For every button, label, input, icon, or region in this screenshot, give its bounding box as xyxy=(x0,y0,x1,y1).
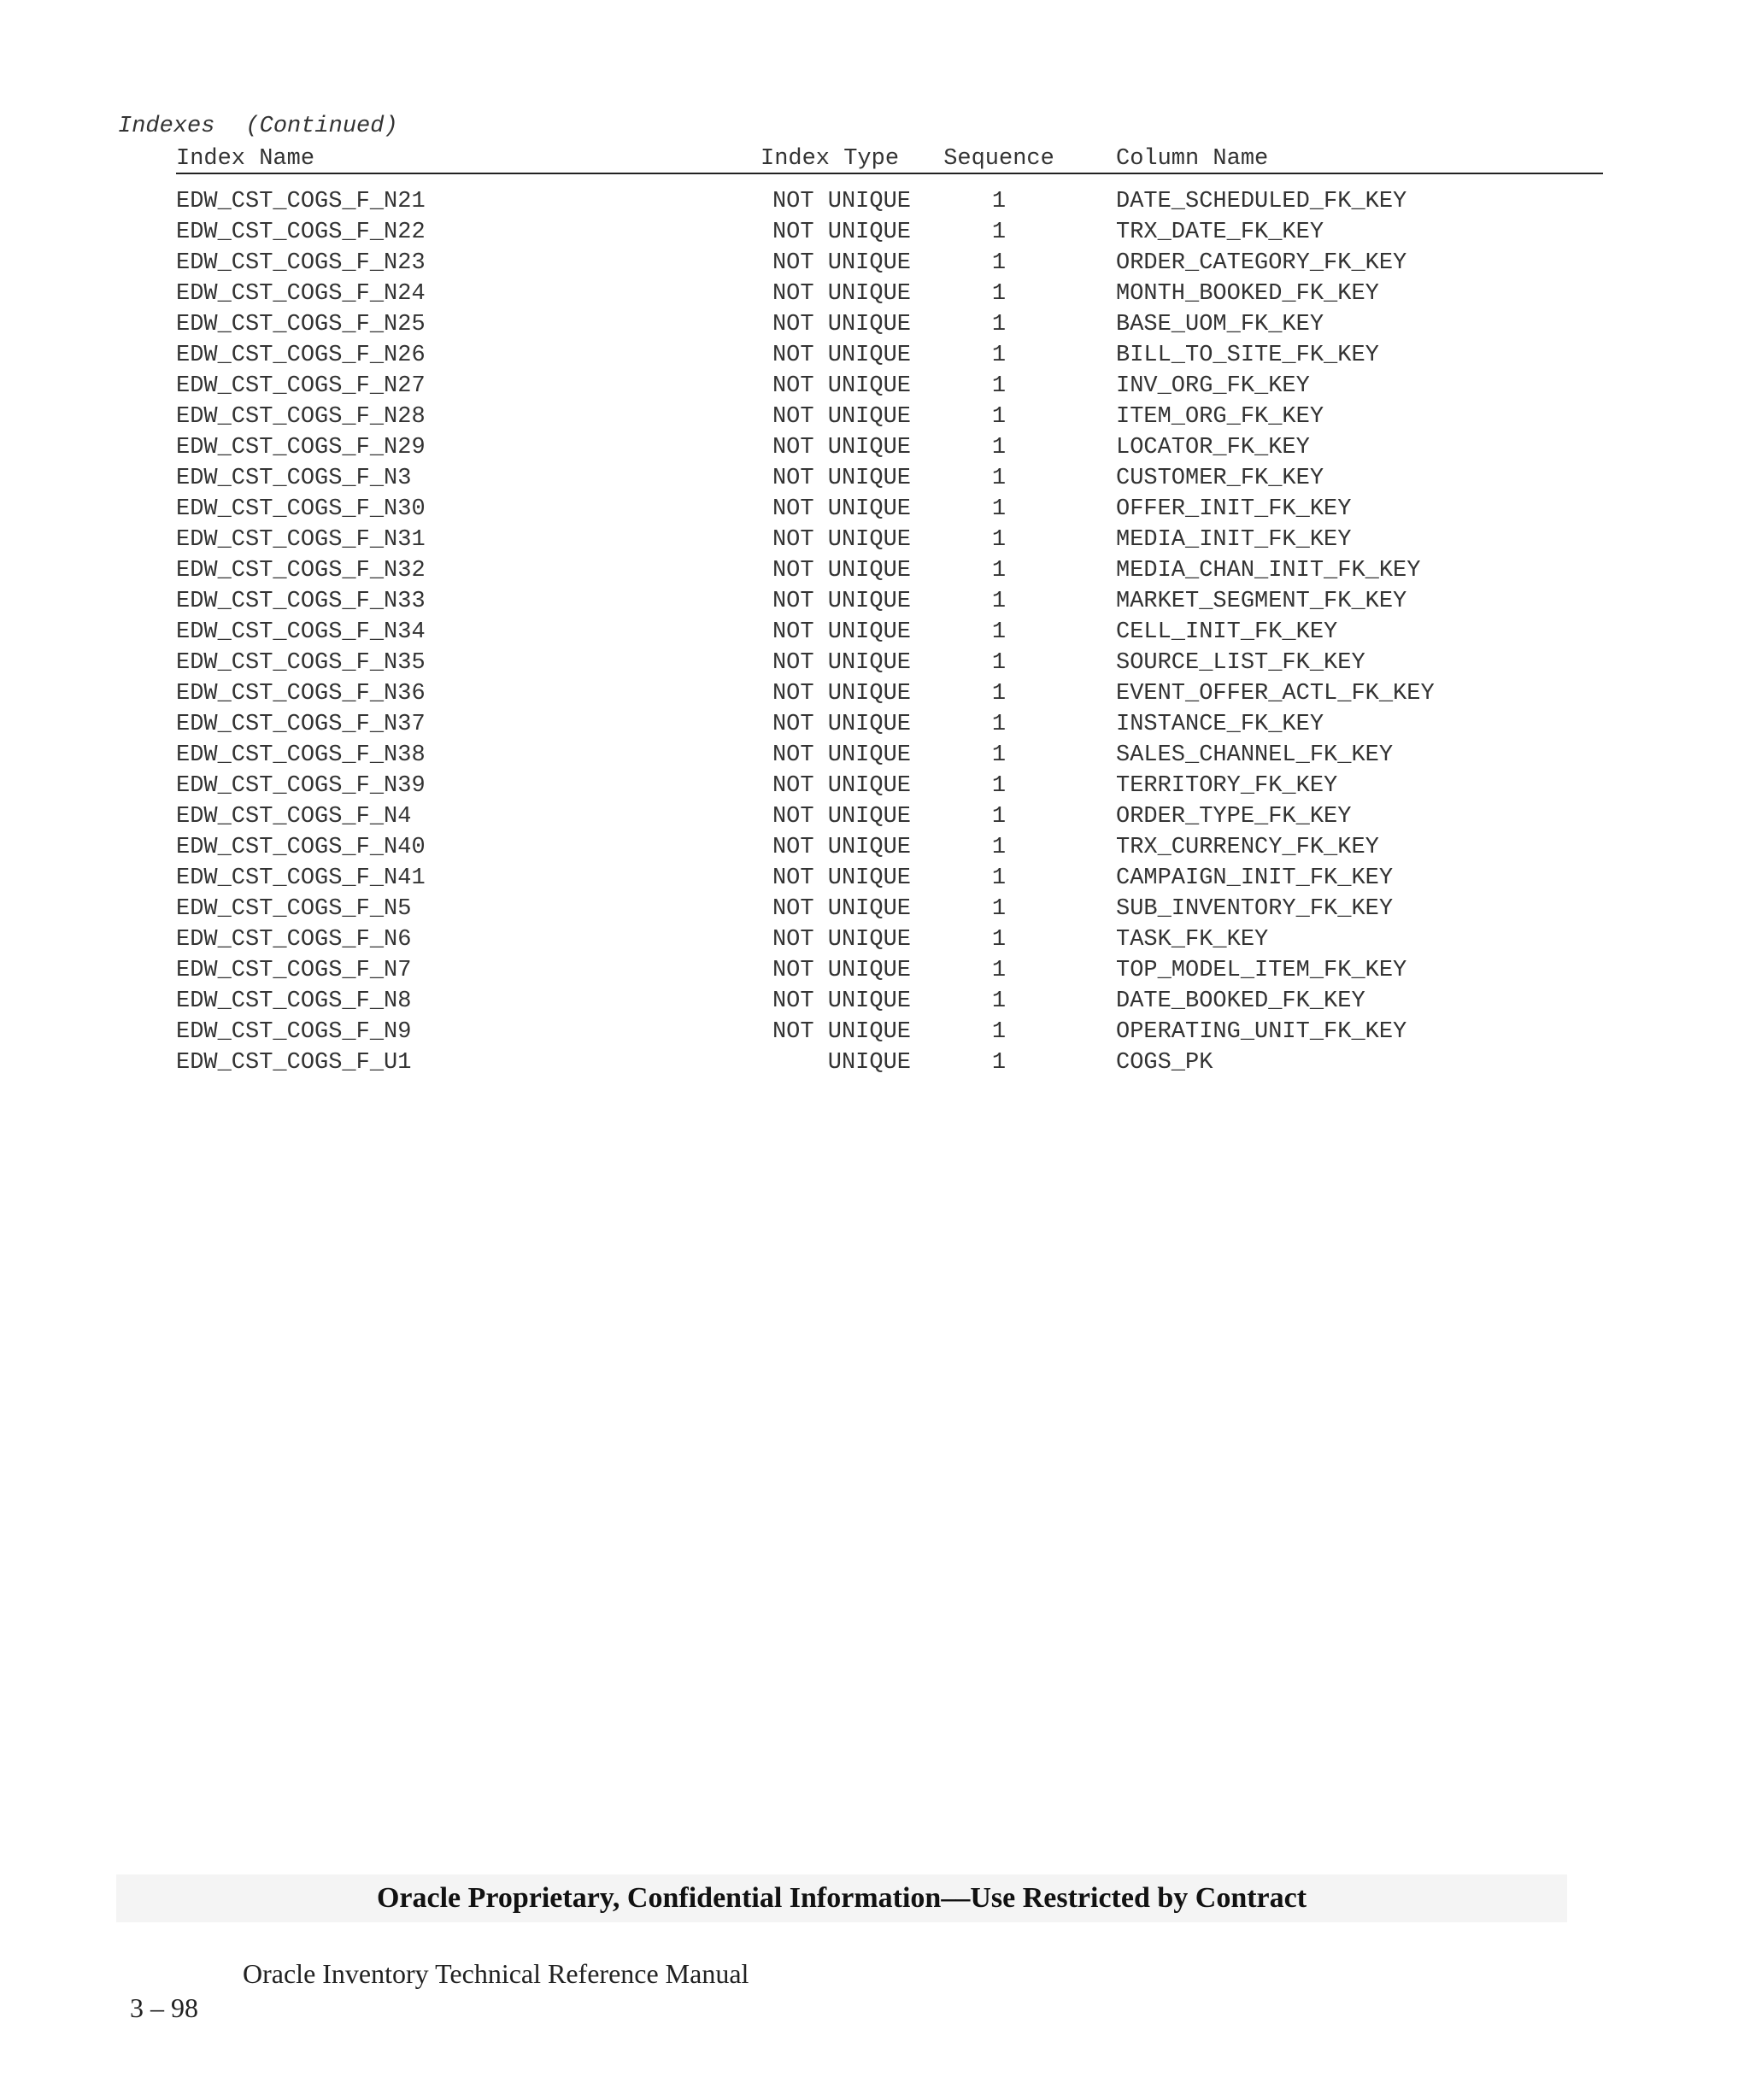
index-name-cell: EDW_CST_COGS_F_N8 xyxy=(176,988,412,1014)
sequence-cell: 1 xyxy=(991,189,1007,214)
index-name-cell: EDW_CST_COGS_F_N40 xyxy=(176,835,426,860)
index-type-cell: NOT UNIQUE xyxy=(772,312,911,337)
sequence-cell: 1 xyxy=(991,435,1007,460)
column-name-cell: MARKET_SEGMENT_FK_KEY xyxy=(1116,589,1407,614)
sequence-cell: 1 xyxy=(991,404,1007,430)
column-name-cell: SUB_INVENTORY_FK_KEY xyxy=(1116,896,1394,922)
index-name-cell: EDW_CST_COGS_F_N30 xyxy=(176,496,426,522)
manual-title: Oracle Inventory Technical Reference Manual xyxy=(243,1958,749,1989)
index-type-cell: NOT UNIQUE xyxy=(772,1019,911,1045)
index-name-cell: EDW_CST_COGS_F_N28 xyxy=(176,404,426,430)
column-name-cell: TASK_FK_KEY xyxy=(1116,927,1269,953)
table-row xyxy=(176,555,1603,586)
section-heading xyxy=(118,113,398,140)
index-type-cell: NOT UNIQUE xyxy=(772,373,911,399)
column-name-cell: MEDIA_CHAN_INIT_FK_KEY xyxy=(1116,558,1421,584)
continued-label: (Continued) xyxy=(245,114,398,139)
table-row xyxy=(176,279,1603,309)
sequence-cell: 1 xyxy=(991,712,1007,737)
column-name-cell: OFFER_INIT_FK_KEY xyxy=(1116,496,1352,522)
column-name-cell: CELL_INIT_FK_KEY xyxy=(1116,619,1338,645)
table-row xyxy=(176,863,1603,894)
sequence-cell: 1 xyxy=(991,281,1007,307)
header-index-type: Index Type xyxy=(760,146,900,172)
sequence-cell: 1 xyxy=(991,988,1007,1014)
index-name-cell: EDW_CST_COGS_F_N31 xyxy=(176,527,426,553)
index-name-cell: EDW_CST_COGS_F_N32 xyxy=(176,558,426,584)
table-row xyxy=(176,801,1603,832)
sequence-cell: 1 xyxy=(991,681,1007,707)
index-type-cell: NOT UNIQUE xyxy=(772,712,911,737)
index-type-cell: NOT UNIQUE xyxy=(772,896,911,922)
section-title: Indexes xyxy=(118,114,215,139)
index-type-cell: NOT UNIQUE xyxy=(772,250,911,276)
sequence-cell: 1 xyxy=(991,896,1007,922)
sequence-cell: 1 xyxy=(991,958,1007,983)
index-name-cell: EDW_CST_COGS_F_N22 xyxy=(176,220,426,245)
table-row xyxy=(176,309,1603,340)
index-name-cell: EDW_CST_COGS_F_N27 xyxy=(176,373,426,399)
sequence-cell: 1 xyxy=(991,1050,1007,1076)
index-type-cell: UNIQUE xyxy=(827,1050,911,1076)
sequence-cell: 1 xyxy=(991,650,1007,676)
column-name-cell: SALES_CHANNEL_FK_KEY xyxy=(1116,742,1394,768)
index-name-cell: EDW_CST_COGS_F_N35 xyxy=(176,650,426,676)
page-number: 3 – 98 xyxy=(130,1992,198,2023)
table-row xyxy=(176,432,1603,463)
index-type-cell: NOT UNIQUE xyxy=(772,681,911,707)
column-name-cell: SOURCE_LIST_FK_KEY xyxy=(1116,650,1365,676)
index-type-cell: NOT UNIQUE xyxy=(772,773,911,799)
sequence-cell: 1 xyxy=(991,835,1007,860)
index-type-cell: NOT UNIQUE xyxy=(772,835,911,860)
column-name-cell: CUSTOMER_FK_KEY xyxy=(1116,466,1324,491)
column-name-cell: TRX_CURRENCY_FK_KEY xyxy=(1116,835,1379,860)
table-row xyxy=(176,986,1603,1017)
index-type-cell: NOT UNIQUE xyxy=(772,435,911,460)
index-name-cell: EDW_CST_COGS_F_N23 xyxy=(176,250,426,276)
sequence-cell: 1 xyxy=(991,927,1007,953)
table-row xyxy=(176,186,1603,217)
column-name-cell: DATE_BOOKED_FK_KEY xyxy=(1116,988,1365,1014)
table-row xyxy=(176,402,1603,432)
table-header xyxy=(176,145,1603,174)
index-type-cell: NOT UNIQUE xyxy=(772,189,911,214)
index-name-cell: EDW_CST_COGS_F_N41 xyxy=(176,865,426,891)
sequence-cell: 1 xyxy=(991,589,1007,614)
sequence-cell: 1 xyxy=(991,466,1007,491)
sequence-cell: 1 xyxy=(991,804,1007,830)
table-row xyxy=(176,494,1603,525)
index-name-cell: EDW_CST_COGS_F_N21 xyxy=(176,189,426,214)
index-name-cell: EDW_CST_COGS_F_N4 xyxy=(176,804,412,830)
column-name-cell: COGS_PK xyxy=(1116,1050,1213,1076)
sequence-cell: 1 xyxy=(991,220,1007,245)
table-row xyxy=(176,217,1603,248)
column-name-cell: BASE_UOM_FK_KEY xyxy=(1116,312,1324,337)
index-name-cell: EDW_CST_COGS_F_N36 xyxy=(176,681,426,707)
index-name-cell: EDW_CST_COGS_F_N24 xyxy=(176,281,426,307)
table-row xyxy=(176,955,1603,986)
table-row xyxy=(176,586,1603,617)
index-type-cell: NOT UNIQUE xyxy=(772,527,911,553)
table-body xyxy=(176,186,1603,1078)
column-name-cell: DATE_SCHEDULED_FK_KEY xyxy=(1116,189,1407,214)
table-row xyxy=(176,1047,1603,1078)
index-name-cell: EDW_CST_COGS_F_N25 xyxy=(176,312,426,337)
index-type-cell: NOT UNIQUE xyxy=(772,988,911,1014)
column-name-cell: TERRITORY_FK_KEY xyxy=(1116,773,1338,799)
index-type-cell: NOT UNIQUE xyxy=(772,742,911,768)
table-row xyxy=(176,1017,1603,1047)
sequence-cell: 1 xyxy=(991,619,1007,645)
index-name-cell: EDW_CST_COGS_F_N26 xyxy=(176,343,426,368)
index-type-cell: NOT UNIQUE xyxy=(772,220,911,245)
column-name-cell: BILL_TO_SITE_FK_KEY xyxy=(1116,343,1379,368)
sequence-cell: 1 xyxy=(991,865,1007,891)
sequence-cell: 1 xyxy=(991,1019,1007,1045)
sequence-cell: 1 xyxy=(991,527,1007,553)
column-name-cell: MONTH_BOOKED_FK_KEY xyxy=(1116,281,1379,307)
sequence-cell: 1 xyxy=(991,343,1007,368)
index-type-cell: NOT UNIQUE xyxy=(772,589,911,614)
column-name-cell: ORDER_CATEGORY_FK_KEY xyxy=(1116,250,1407,276)
index-name-cell: EDW_CST_COGS_F_N9 xyxy=(176,1019,412,1045)
index-name-cell: EDW_CST_COGS_F_U1 xyxy=(176,1050,412,1076)
index-type-cell: NOT UNIQUE xyxy=(772,404,911,430)
column-name-cell: EVENT_OFFER_ACTL_FK_KEY xyxy=(1116,681,1435,707)
table-row xyxy=(176,740,1603,771)
index-type-cell: NOT UNIQUE xyxy=(772,558,911,584)
index-name-cell: EDW_CST_COGS_F_N38 xyxy=(176,742,426,768)
table-row xyxy=(176,463,1603,494)
index-name-cell: EDW_CST_COGS_F_N29 xyxy=(176,435,426,460)
column-name-cell: MEDIA_INIT_FK_KEY xyxy=(1116,527,1352,553)
index-name-cell: EDW_CST_COGS_F_N5 xyxy=(176,896,412,922)
column-name-cell: ITEM_ORG_FK_KEY xyxy=(1116,404,1324,430)
sequence-cell: 1 xyxy=(991,373,1007,399)
index-type-cell: NOT UNIQUE xyxy=(772,496,911,522)
sequence-cell: 1 xyxy=(991,250,1007,276)
column-name-cell: INV_ORG_FK_KEY xyxy=(1116,373,1310,399)
table-row xyxy=(176,678,1603,709)
index-type-cell: NOT UNIQUE xyxy=(772,804,911,830)
table-row xyxy=(176,832,1603,863)
column-name-cell: ORDER_TYPE_FK_KEY xyxy=(1116,804,1352,830)
index-type-cell: NOT UNIQUE xyxy=(772,466,911,491)
confidential-banner xyxy=(116,1874,1567,1922)
index-name-cell: EDW_CST_COGS_F_N33 xyxy=(176,589,426,614)
header-sequence: Sequence xyxy=(943,146,1054,172)
index-name-cell: EDW_CST_COGS_F_N37 xyxy=(176,712,426,737)
table-row xyxy=(176,709,1603,740)
table-row xyxy=(176,525,1603,555)
index-name-cell: EDW_CST_COGS_F_N3 xyxy=(176,466,412,491)
index-type-cell: NOT UNIQUE xyxy=(772,281,911,307)
page-footer xyxy=(116,1956,749,2059)
index-name-cell: EDW_CST_COGS_F_N6 xyxy=(176,927,412,953)
sequence-cell: 1 xyxy=(991,558,1007,584)
sequence-cell: 1 xyxy=(991,496,1007,522)
table-row xyxy=(176,340,1603,371)
index-type-cell: NOT UNIQUE xyxy=(772,927,911,953)
table-row xyxy=(176,894,1603,924)
sequence-cell: 1 xyxy=(991,773,1007,799)
table-row xyxy=(176,648,1603,678)
index-type-cell: NOT UNIQUE xyxy=(772,958,911,983)
column-name-cell: LOCATOR_FK_KEY xyxy=(1116,435,1310,460)
table-row xyxy=(176,617,1603,648)
table-row xyxy=(176,248,1603,279)
column-name-cell: INSTANCE_FK_KEY xyxy=(1116,712,1324,737)
column-name-cell: OPERATING_UNIT_FK_KEY xyxy=(1116,1019,1407,1045)
confidential-notice: Oracle Proprietary, Confidential Information––Use Restricted by Contract xyxy=(376,1882,1307,1914)
table-row xyxy=(176,371,1603,402)
header-column-name: Column Name xyxy=(1116,146,1269,172)
column-name-cell: TOP_MODEL_ITEM_FK_KEY xyxy=(1116,958,1407,983)
index-name-cell: EDW_CST_COGS_F_N39 xyxy=(176,773,426,799)
index-type-cell: NOT UNIQUE xyxy=(772,650,911,676)
index-type-cell: NOT UNIQUE xyxy=(772,343,911,368)
index-name-cell: EDW_CST_COGS_F_N7 xyxy=(176,958,412,983)
column-name-cell: CAMPAIGN_INIT_FK_KEY xyxy=(1116,865,1394,891)
table-row xyxy=(176,771,1603,801)
table-row xyxy=(176,924,1603,955)
column-name-cell: TRX_DATE_FK_KEY xyxy=(1116,220,1324,245)
sequence-cell: 1 xyxy=(991,742,1007,768)
sequence-cell: 1 xyxy=(991,312,1007,337)
index-type-cell: NOT UNIQUE xyxy=(772,865,911,891)
index-name-cell: EDW_CST_COGS_F_N34 xyxy=(176,619,426,645)
header-index-name: Index Name xyxy=(176,146,315,172)
index-type-cell: NOT UNIQUE xyxy=(772,619,911,645)
indexes-table xyxy=(176,145,1603,1078)
